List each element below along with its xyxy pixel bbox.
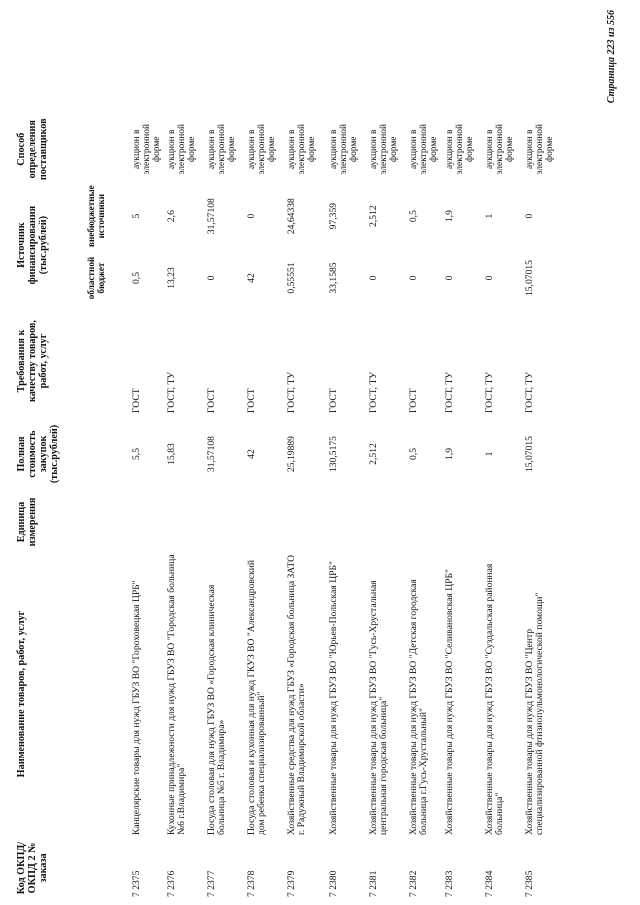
row-funding-regional: 13,23 [166,267,177,289]
row-code: 7 2376 [166,870,177,897]
row-method: аукцион в электронной форме [207,124,238,175]
row-name: Хозяйственные средства для нужд ГБУЗ «Городская больница ЗАТО г. Радужный Владимирской области» [286,554,308,835]
row-code: 7 2375 [131,870,142,897]
row-method: аукцион в электронной форме [409,124,440,175]
row-funding-regional: 0 [206,275,217,281]
table-body [132,115,573,899]
row-cost: 0,5 [408,448,419,460]
row-funding-extra: 2,512 [368,205,379,227]
row-funding-regional: 42 [246,273,257,283]
row-quality: ГОСТ [206,388,217,413]
row-name: Хозяйственные товары для нужд ГБУЗ ВО "Детская городская больница г.Гусь-Хрустальный" [408,579,430,835]
table-row [287,115,329,899]
row-funding-extra: 97,359 [328,202,339,230]
row-funding-extra: 0 [524,213,535,219]
row-cost: 130,5175 [328,436,339,472]
row-method: аукцион в электронной форме [445,124,476,175]
row-quality: ГОСТ, ТУ [524,371,535,413]
row-name: Посуда столовая для нужд ГБУЗ ВО «Городская клиническая больница №5 г. Владимира» [206,584,228,835]
row-funding-extra: 0,5 [408,210,419,223]
col-funding-extra-header: внебюджетные источники [86,185,106,247]
row-unit [287,493,329,551]
col-name-header: Наименование товаров, работ, услуг [16,610,27,778]
row-unit [167,493,207,551]
row-method: аукцион в электронной форме [287,124,318,175]
row-name: Посуда столовая и кухонная для нужд ГКУЗ ВО "Александровский дом ребенка специализированный" [246,559,268,835]
row-name: Хозяйственные товары для нужд ГБУЗ ВО "Гусь-Хрустальная центральная городская больница" [368,580,390,835]
row-code: 7 2382 [408,870,419,897]
col-quality-header: Требования к качеству товаров, работ, услуг [16,320,50,402]
row-name: Канцелярские товары для нужд ГБУЗ ВО "Гороховецкая ЦРБ" [131,580,142,835]
row-code: 7 2381 [368,870,379,897]
row-code: 7 2378 [246,870,257,897]
row-funding-extra: 24,64338 [286,198,297,235]
row-quality: ГОСТ [408,388,419,413]
row-funding-extra: 2,6 [166,210,177,223]
table-row [409,115,445,899]
row-funding-regional: 0 [368,275,379,281]
row-method: аукцион в электронной форме [329,124,360,175]
row-quality: ГОСТ, ТУ [444,371,455,413]
row-funding-regional: 0 [408,275,419,281]
row-unit [525,493,573,551]
row-funding-extra: 1 [484,213,495,219]
table-row [445,115,485,899]
row-funding-regional: 15,07015 [524,260,535,296]
row-unit [207,493,247,551]
row-unit [132,493,167,551]
table-row [167,115,207,899]
row-code: 7 2384 [484,870,495,897]
col-unit-header: Единица измерения [16,497,39,547]
col-code-header: Код ОКПД/ ОКПД 2 № заказа [16,841,50,895]
page-number: Страница 223 из 556 [606,10,617,104]
row-code: 7 2383 [444,870,455,897]
row-quality: ГОСТ, ТУ [286,371,297,413]
row-cost: 5,5 [131,448,142,460]
table-row [207,115,247,899]
row-quality: ГОСТ [246,388,257,413]
row-unit [485,493,525,551]
table-row [369,115,409,899]
table-row [485,115,525,899]
row-cost: 31,57108 [206,436,217,472]
row-unit [247,493,287,551]
row-method: аукцион в электронной форме [132,124,163,175]
row-funding-extra: 5 [131,213,142,219]
procurement-table [14,115,573,899]
row-method: аукцион в электронной форме [167,124,198,175]
col-funding-regional-header: областной бюджет [86,256,106,300]
col-cost-header: Полная стоимость закупок (тыс.рублей) [16,424,61,484]
table-row [329,115,369,899]
row-unit [445,493,485,551]
row-method: аукцион в электронной форме [525,124,556,175]
row-cost: 1,9 [444,448,455,460]
row-quality: ГОСТ, ТУ [484,371,495,413]
row-name: Кухонные принадлежности для нужд ГБУЗ ВО "Городская больница №6 г.Владимира" [166,554,188,835]
row-funding-extra: 31,57108 [206,198,217,235]
row-name: Хозяйственные товары для нужд ГБУЗ ВО "Центр специализированной фтизиопульмонологической помощи" [524,592,546,835]
row-funding-regional: 0 [484,275,495,281]
row-cost: 42 [246,449,257,459]
row-unit [409,493,445,551]
row-unit [369,493,409,551]
row-cost: 15,83 [166,443,177,465]
row-method: аукцион в электронной форме [369,124,400,175]
row-funding-extra: 1,9 [444,210,455,223]
row-name: Хозяйственные товары для нужд ГБУЗ ВО "Селивановская ЦРБ" [444,569,455,835]
row-code: 7 2380 [328,870,339,897]
row-funding-regional: 0 [444,275,455,281]
row-funding-regional: 33,1585 [328,262,339,294]
table-row [247,115,287,899]
row-cost: 15,07015 [524,436,535,472]
row-code: 7 2385 [524,870,535,897]
row-cost: 1 [484,451,495,457]
row-unit [329,493,369,551]
row-funding-regional: 0,55551 [286,262,297,294]
row-name: Хозяйственные товары для нужд ГБУЗ ВО "Суздальская районная больница" [484,563,506,835]
row-method: аукцион в электронной форме [485,124,516,175]
row-code: 7 2379 [286,870,297,897]
table-row [132,115,167,899]
row-quality: ГОСТ [328,388,339,413]
col-funding-header: Источник финансирования (тыс.рублей) [16,205,50,285]
row-code: 7 2377 [206,870,217,897]
row-quality: ГОСТ, ТУ [166,371,177,413]
row-funding-regional: 0,5 [131,272,142,284]
row-cost: 25,19889 [286,436,297,472]
col-method-header: Способ определения поставщиков [16,118,50,181]
row-method: аукцион в электронной форме [247,124,278,175]
row-funding-extra: 0 [246,213,257,219]
row-quality: ГОСТ [131,388,142,413]
row-name: Хозяйственные товары для нужд ГБУЗ ВО "Юрьев-Польская ЦРБ" [328,561,339,835]
row-quality: ГОСТ, ТУ [368,371,379,413]
row-cost: 2,512 [368,443,379,465]
table-row [525,115,573,899]
